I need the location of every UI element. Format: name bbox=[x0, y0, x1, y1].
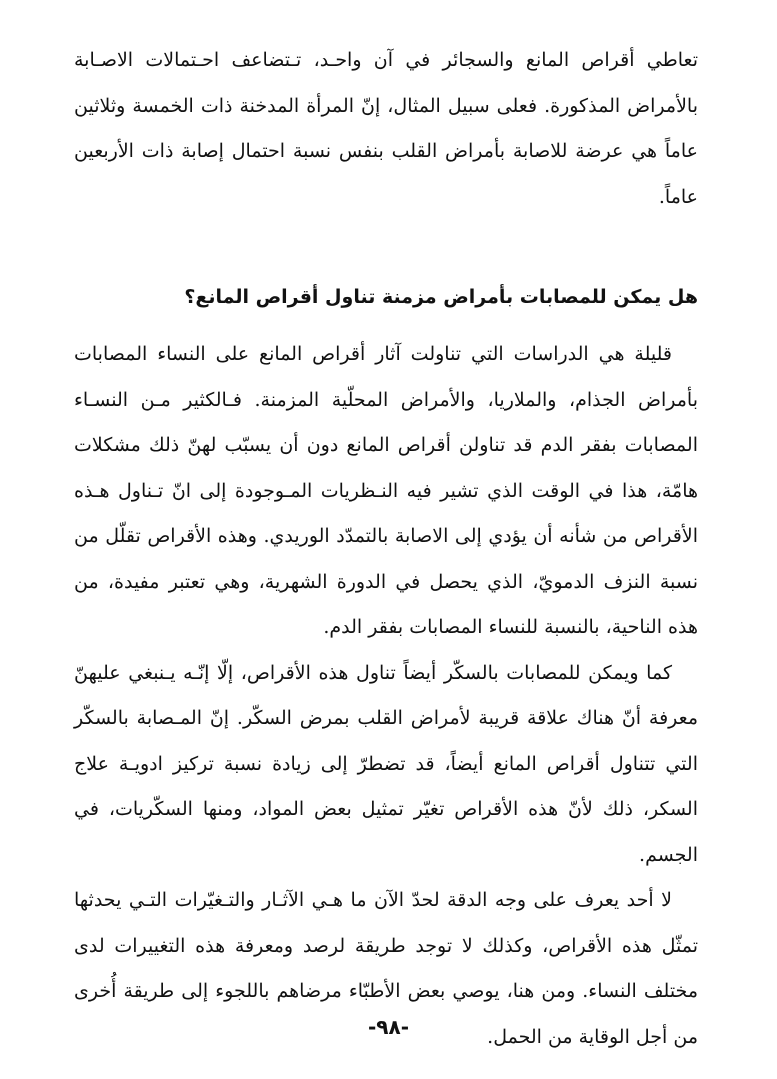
body-paragraph: كما ويمكن للمصابات بالسكّر أيضاً تناول هذه الأقراص، إلّا إنّـه يـنبغي عليهنّ معرفة أنّ هناك علاقة قريبة لأمراض القلب بمرض السكّر. إنّ المـصابة بالسكّر التي تتناول أقراص المانع أيضاً، قد تضطرّ إلى زيادة نسبة تركيز ادويـة علاج السكر، ذلك لأنّ هذه الأقراص تغيّر تمثيل بعض المواد، ومنها السكّريات، في الجسم. bbox=[74, 661, 698, 866]
body-paragraph: قليلة هي الدراسات التي تناولت آثار أقراص المانع على النساء المصابات بأمراض الجذام، والملاريا، والأمراض المحلّية المزمنة. فـالكثير مـن النسـاء المصابات بفقر الدم قد تناولن أقراص المانع دون أن يسبّب لهنّ ذلك مشكلات هامّة، هذا في الوقت الذي تشير فيه النـظريات المـوجودة إلى انّ تـناول هـذه الأقراص من شأنه أن يؤدي إلى الاصابة بالتمدّد الوريدي. وهذه الأقراص تقلّل من نسبة النزف الدمويّ، الذي يحصل في الدورة الشهرية، وهي تعتبر مفيدة، من هذه الناحية، بالنسبة للنساء المصابات بفقر الدم. bbox=[74, 343, 698, 638]
spacer bbox=[74, 312, 698, 332]
body-paragraph: لا أحد يعرف على وجه الدقة لحدّ الآن ما هـي الآثـار والتـغيّرات التـي يحدثها تمثّل هذه الأقراص، وكذلك لا توجد طريقة لرصد ومعرفة هذه التغييرات لدى مختلف النساء. ومن هنا، يوصي بعض الأطبّاء مرضاهم باللجوء إلى طريقة أُخرى من أجل الوقاية من الحمل. bbox=[74, 889, 698, 1048]
intro-paragraph: تعاطي أقراص المانع والسجائر في آن واحـد، تـتضاعف احـتمالات الاصـابة بالأمراض المذكورة. فعلى سبيل المثال، إنّ المرأة المدخنة ذات الخمسة وثلاثين عاماً هي عرضة للاصابة بأمراض القلب بنفس نسبة احتمال إصابة ذات الأربعين عاماً. bbox=[74, 49, 698, 208]
spacer bbox=[74, 220, 698, 282]
page-number: -٩٨- bbox=[367, 1015, 410, 1039]
section-heading: هل يمكن للمصابات بأمراض مزمنة تناول أقراص المانع؟ bbox=[184, 286, 698, 308]
page-content bbox=[74, 38, 698, 1048]
